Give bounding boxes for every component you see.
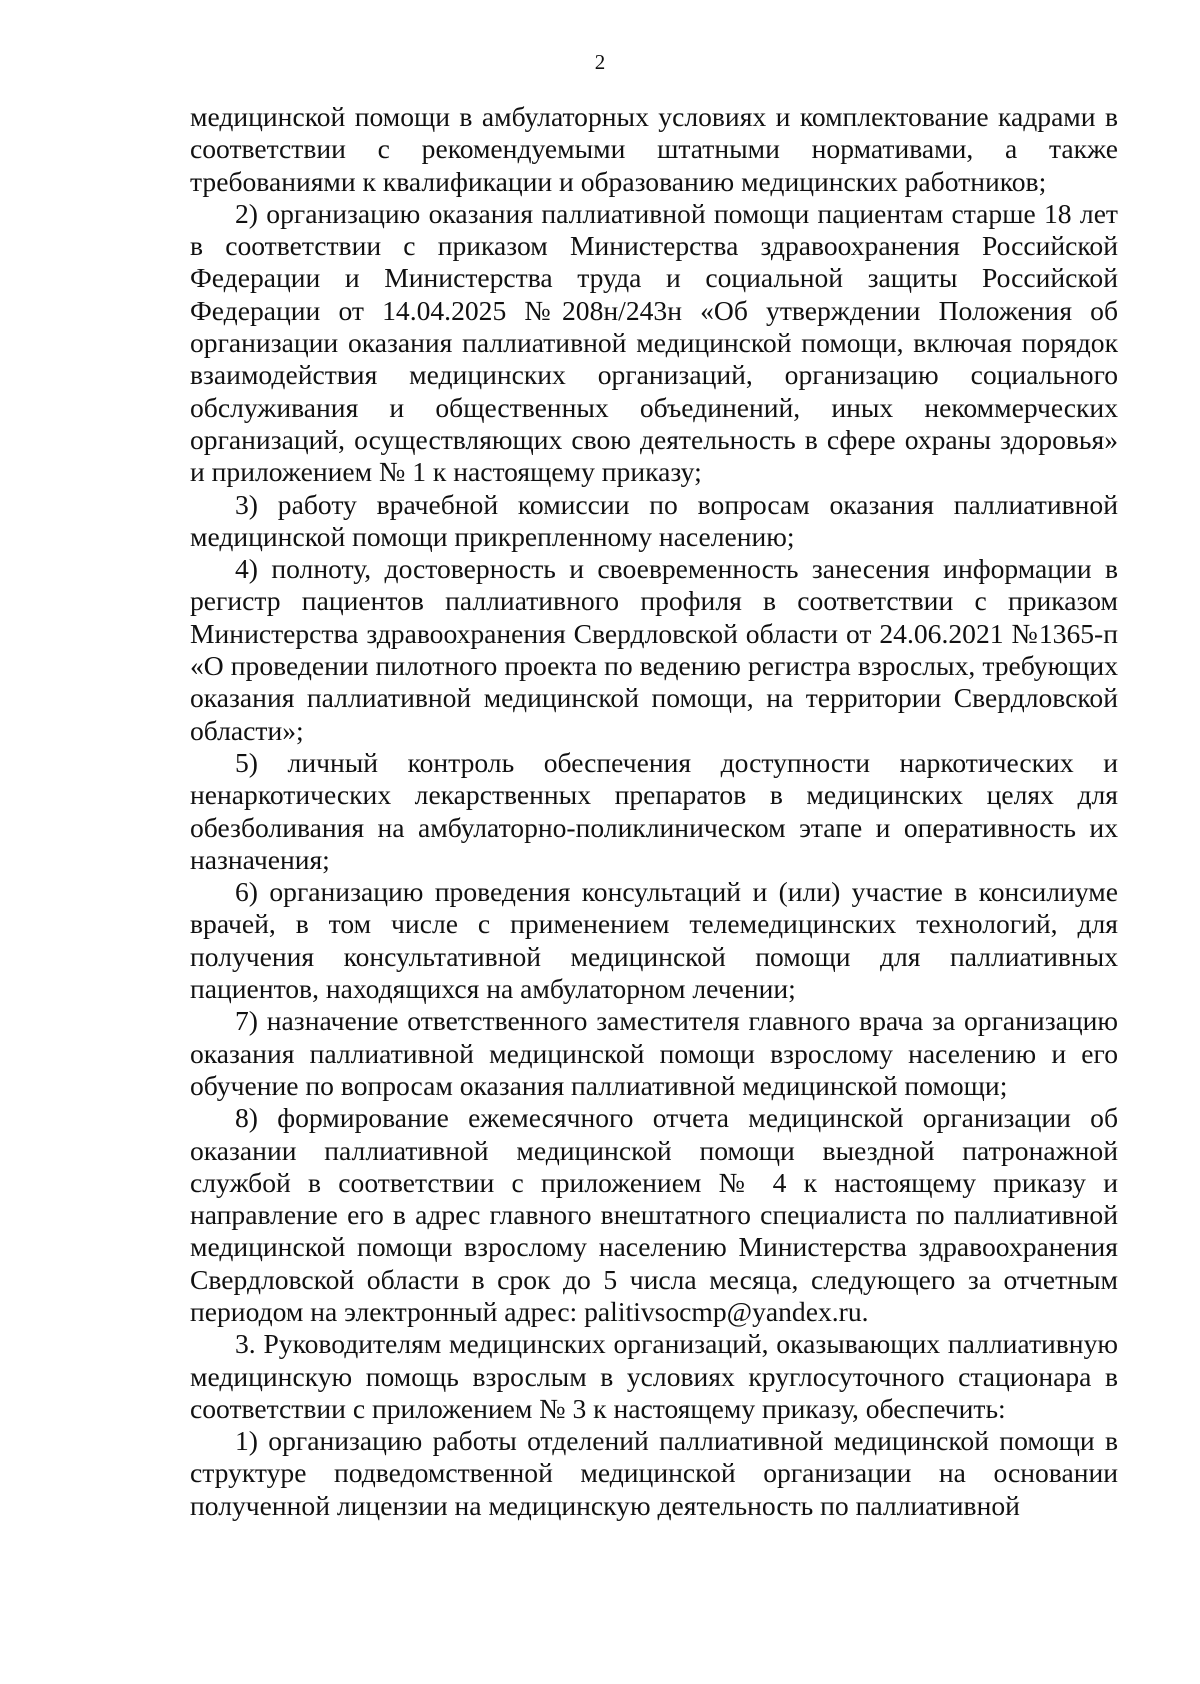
paragraph-item-6: 6) организацию проведения консультаций и (или) участие в консилиуме врачей, в том числе с применением телемедицинских технологий, для получения консультативной медицинской помощи для паллиативных пациентов, находящихся на амбулаторном лечении; — [190, 876, 1118, 1005]
document-body — [190, 101, 1118, 1522]
paragraph-item-3: 3) работу врачебной комиссии по вопросам оказания паллиативной медицинской помощи прикрепленному населению; — [190, 488, 1118, 552]
paragraph-item-8: 8) формирование ежемесячного отчета медицинской организации об оказании паллиативной медицинской помощи выездной патронажной службой в соответствии с приложением № 4 к настоящему приказу и направление его в адрес главного внештатного специалиста по паллиативной медицинской помощи взрослому населению Министерства здравоохранения Свердловской области в срок до 5 числа месяца, следующего за отчетным периодом на электронный адрес: palitivsocmp@yandex.ru. — [190, 1102, 1118, 1327]
paragraph-section-3-item-1: 1) организацию работы отделений паллиативной медицинской помощи в структуре подведомственной медицинской организации на основании полученной лицензии на медицинскую деятельность по паллиативной — [190, 1425, 1118, 1521]
paragraph-section-3: 3. Руководителям медицинских организаций, оказывающих паллиативную медицинскую помощь взрослым в условиях круглосуточного стационара в соответствии с приложением № 3 к настоящему приказу, обеспечить: — [190, 1328, 1118, 1424]
page-number: 2 — [594, 50, 606, 74]
paragraph-item-4: 4) полноту, достоверность и своевременность занесения информации в регистр пациентов паллиативного профиля в соответствии с приказом Министерства здравоохранения Свердловской области от 24.06.2021 №1365-п «О проведении пилотного проекта по ведению регистра взрослых, требующих оказания паллиативной медицинской помощи, на территории Свердловской области»; — [190, 553, 1118, 746]
paragraph-item-5: 5) личный контроль обеспечения доступности наркотических и ненаркотических лекарственных препаратов в медицинских целях для обезболивания на амбулаторно-поликлиническом этапе и оперативность их назначения; — [190, 746, 1118, 875]
paragraph-item-7: 7) назначение ответственного заместителя главного врача за организацию оказания паллиативной медицинской помощи взрослому населению и его обучение по вопросам оказания паллиативной медицинской помощи; — [190, 1005, 1118, 1101]
paragraph-continuation: медицинской помощи в амбулаторных условиях и комплектование кадрами в соответствии с рекомендуемыми штатными нормативами, а также требованиями к квалификации и образованию медицинских работников; — [190, 101, 1118, 197]
paragraph-item-2: 2) организацию оказания паллиативной помощи пациентам старше 18 лет в соответствии с приказом Министерства здравоохранения Российской Федерации и Министерства труда и социальной защиты Российской Федерации от 14.04.2025 №208н/243н «Об утверждении Положения об организации оказания паллиативной медицинской помощи, включая порядок взаимодействия медицинских организаций, организацию социального обслуживания и общественных объединений, иных некоммерческих организаций, осуществляющих свою деятельность в сфере охраны здоровья» и приложением № 1 к настоящему приказу; — [190, 197, 1118, 488]
